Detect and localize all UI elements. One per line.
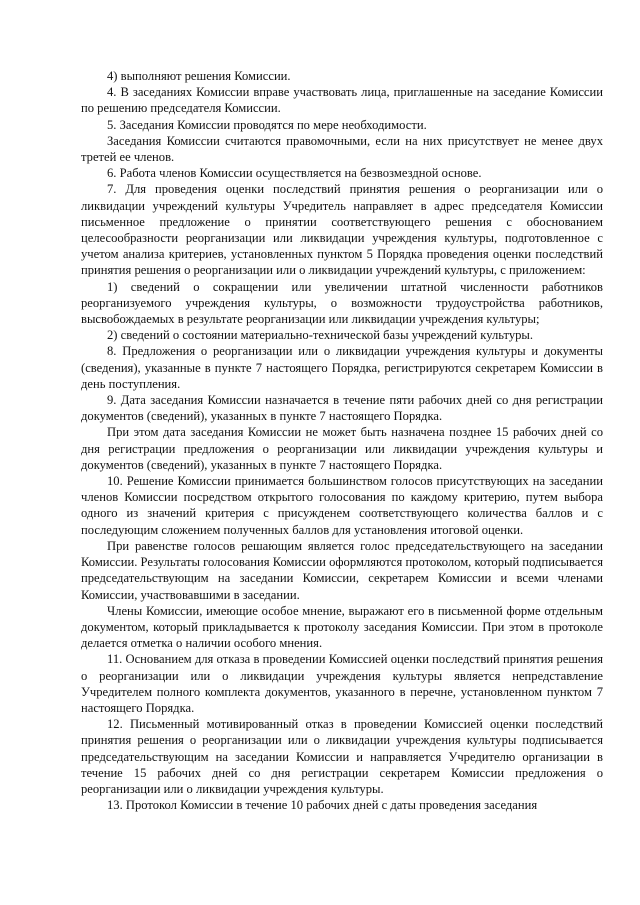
paragraph-clause-7-item-2: 2) сведений о состоянии материально-технической базы учреждений культуры. (107, 328, 534, 343)
paragraph-clause-6: 6. Работа членов Комиссии осуществляется на безвозмездной основе. (107, 166, 482, 181)
paragraph-clause-10-tie: При равенстве голосов решающим является голос председательствующего на заседании Комиссии. Результаты голосования Комиссии оформляются протоколом, который подписывается председательствующим на заседании Комиссии, секретарем Комиссии и всеми членами Комиссии, участвовавшими в заседании. (81, 538, 603, 602)
paragraph-clause-12: 12. Письменный мотивированный отказ в проведении Комиссией оценки последствий принятия решения о реорганизации или о ликвидации учреждения культуры подписывается председательствующим на заседании Комиссии и направляется Учредителю организации в течение 15 рабочих дней со дня регистрации секретарем Комиссии предложения о реорганизации или о ликвидации учреждения культуры. (81, 717, 603, 796)
paragraph-clause-10-dissent: Члены Комиссии, имеющие особое мнение, выражают его в письменной форме отдельным документом, который прикладывается к протоколу заседания Комиссии. При этом в протоколе делается отметка о наличии особого мнения. (81, 603, 603, 651)
paragraph-clause-9: 9. Дата заседания Комиссии назначается в течение пяти рабочих дней со дня регистрации документов (сведений), указанных в пункте 7 настоящего Порядка. (81, 393, 603, 424)
paragraph-clause-7-item-1: 1) сведений о сокращении или увеличении штатной численности работников реорганизуемого учреждения культуры, о возможности трудоустройства работников, высвобождаемых в результате реорганизации или ликвидации учреждения культуры; (81, 279, 603, 327)
paragraph-clause-5: 5. Заседания Комиссии проводятся по мере необходимости. (107, 117, 427, 132)
paragraph-item-4: 4) выполняют решения Комиссии. (107, 69, 291, 83)
paragraph-quorum: Заседания Комиссии считаются правомочными, если на них присутствует не менее двух третей ее членов. (81, 133, 603, 165)
paragraph-clause-9-deadline: При этом дата заседания Комиссии не может быть назначена позднее 15 рабочих дней со дня регистрации предложения о реорганизации или ликвидации учреждения культуры и документов (сведений), указанных в пункте 7 настоящего Порядка. (81, 425, 603, 472)
paragraph-clause-4: 4. В заседаниях Комиссии вправе участвовать лица, приглашенные на заседание Комиссии по решению председателя Комиссии. (81, 85, 603, 116)
paragraph-clause-13: 13. Протокол Комиссии в течение 10 рабочих дней с даты проведения заседания (107, 798, 538, 813)
paragraph-clause-7: 7. Для проведения оценки последствий принятия решения о реорганизации или о ликвидации учреждений культуры Учредитель направляет в адрес председателя Комиссии письменное предложение о принятии соответствующего решения с обоснованием целесообразности реорганизации или ликвидации учреждения культуры, подготовленное с учетом анализа критериев, установленных пунктом 5 Порядка проведения оценки последствий принятия решения о реорганизации или о ликвидации учреждений культуры, с приложением: (81, 182, 603, 278)
paragraph-clause-10: 10. Решение Комиссии принимается большинством голосов присутствующих на заседании членов Комиссии посредством открытого голосования по каждому критерию, путем выбора одного из значений критерия с присужденем соответствующего количества баллов и с последующим сложением полученных баллов для установления итоговой оценки. (81, 474, 603, 537)
paragraph-clause-8: 8. Предложения о реорганизации или о ликвидации учреждения культуры и документы (сведения), указанные в пункте 7 настоящего Порядка, регистрируются секретарем Комиссии в день поступления. (81, 344, 603, 391)
document-page (81, 68, 603, 813)
paragraph-clause-11: 11. Основанием для отказа в проведении Комиссией оценки последствий принятия решения о реорганизации или о ликвидации учреждения культуры является непредставление Учредителем полного комплекта документов, указанного в перечне, установленном пунктом 7 настоящего Порядка. (81, 652, 603, 715)
